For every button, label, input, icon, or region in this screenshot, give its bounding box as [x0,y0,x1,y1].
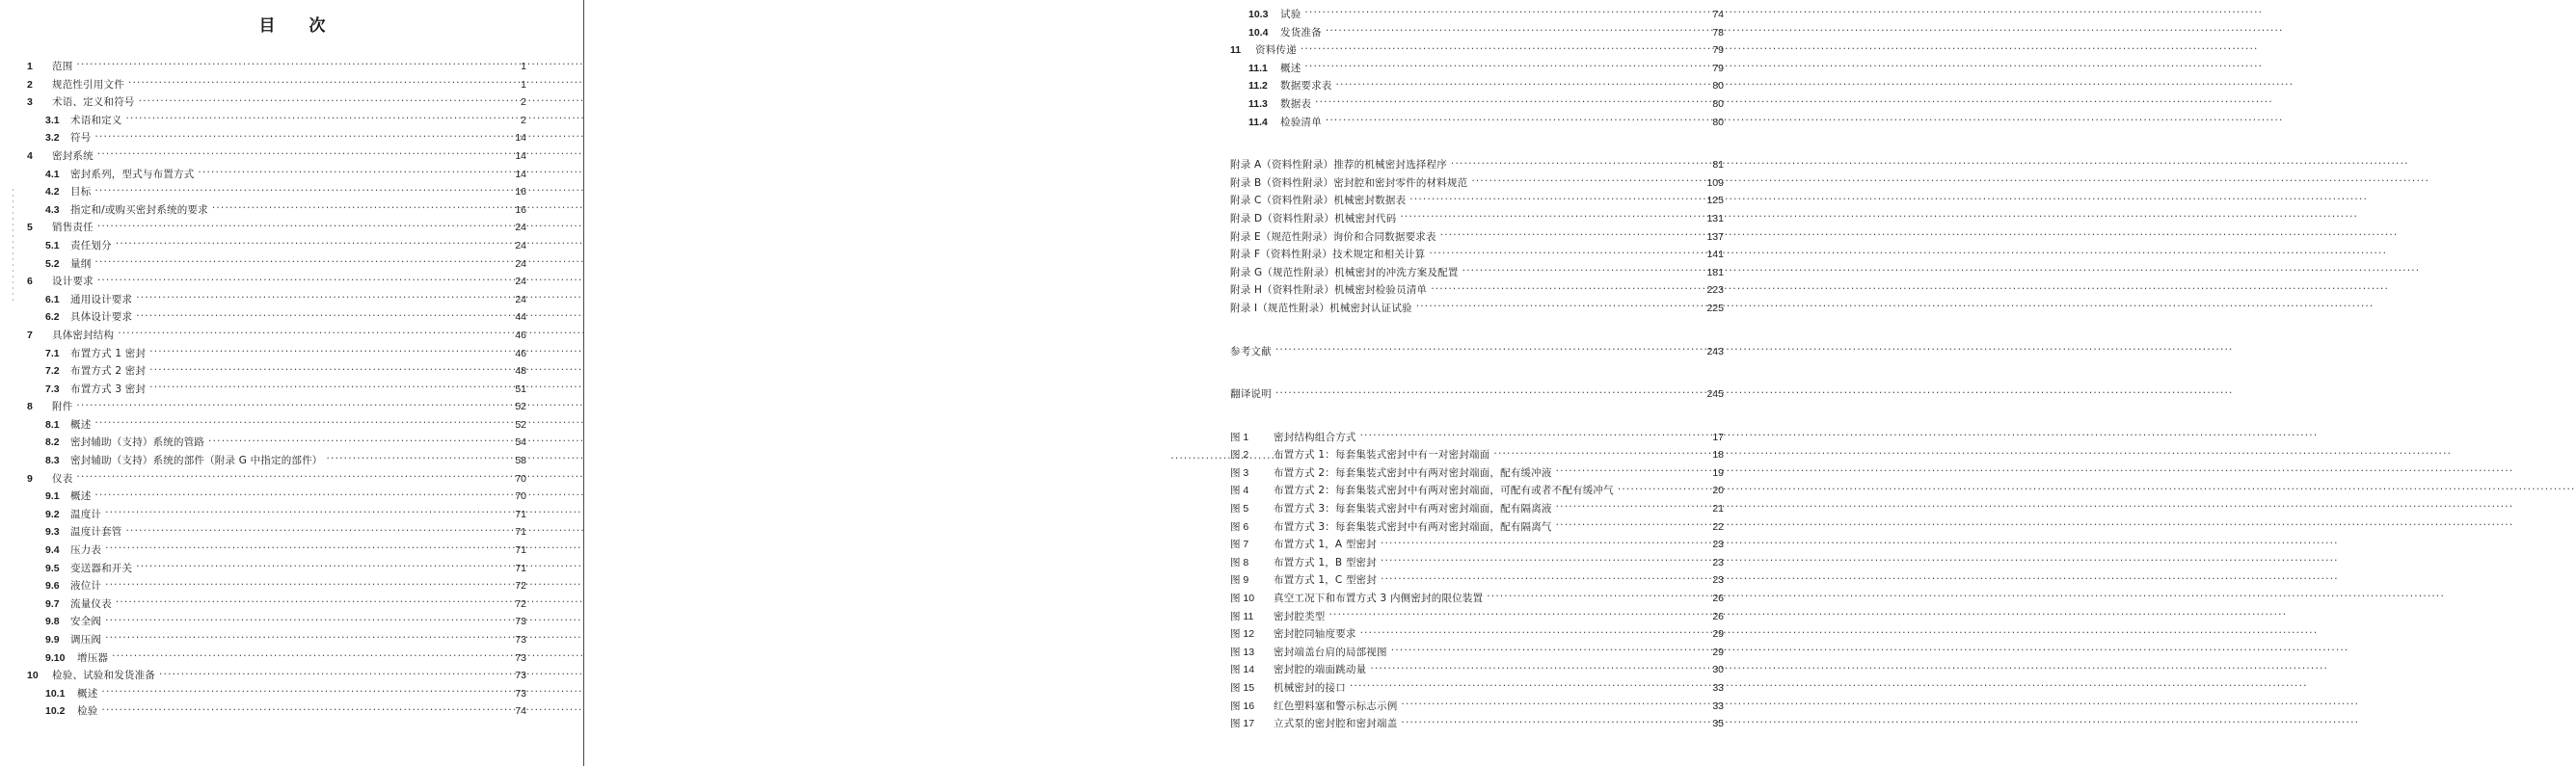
dot-leader [139,95,520,105]
toc-entry-label: 检验、试验和发货准备 [52,670,155,682]
dot-leader [94,489,513,499]
toc-entry-page-number: 52 [515,401,526,413]
toc-entry-label: 翻译说明 [1230,388,1272,401]
dot-leader [1275,387,1705,397]
toc-entry-page-number: 17 [1712,431,1724,443]
toc-entry-page-number: 73 [515,670,526,682]
toc-entry-number: 图 7 [1230,539,1249,551]
toc-entry-number: 6.2 [45,311,60,324]
toc-entry-page-number: 73 [515,616,526,628]
dot-leader [1556,466,1711,476]
dot-leader [94,185,513,195]
toc-entry-page-number: 80 [1712,80,1724,92]
toc-entry-number: 图 15 [1230,682,1255,694]
toc-entry-label: 密封腔同轴度要求 [1274,628,1356,641]
toc-entry-label: 概述 [70,418,92,431]
toc-entry-label: 密封系列，型式与布置方式 [70,168,195,180]
toc-entry-number: 图 12 [1230,628,1255,641]
dot-leader [76,60,519,69]
toc-entry-label: 液位计 [70,580,102,593]
toc-entry-number: 4.1 [45,168,60,180]
toc-entry-label: 布置方式 3：每套集装式密封中有两对密封端面，配有隔离气 [1274,520,1552,533]
toc-entry-page-number: 70 [515,490,526,503]
toc-entry-page-number: 80 [1712,97,1724,110]
dot-leader [1618,484,1710,493]
toc-entry-number: 10.2 [45,705,66,718]
toc-entry-page-number: 26 [1712,610,1724,622]
toc-entry-page-number: 223 [1706,284,1724,297]
toc-entry-page-number: 48 [515,365,526,378]
toc-entry-label: 指定和/或购买密封系统的要求 [70,203,208,216]
dot-leader [1381,556,1710,566]
dot-leader [1440,230,1705,240]
toc-entry-page-number: 71 [515,526,526,539]
toc-entry-label: 密封辅助（支持）系统的管路 [70,436,205,449]
toc-entry-number: 7 [27,329,33,341]
toc-entry-label: 布置方式 2：每套集装式密封中有两对密封端面，可配有或者不配有缓冲气 [1274,485,1614,497]
dot-leader [149,364,513,374]
toc-entry-label: 立式泵的密封腔和密封端盖 [1274,718,1398,730]
toc-entry-label: 调压阀 [70,634,102,646]
dot-leader [1471,176,1704,186]
dot-leader [1409,194,1704,203]
toc-entry-page-number: 16 [515,186,526,198]
toc-entry-label: 销售责任 [52,222,94,234]
toc-entry-label: 试验 [1280,9,1301,20]
toc-entry-page-number: 24 [515,257,526,270]
toc-entry-label: 密封腔类型 [1274,610,1326,622]
page-left [0,0,584,766]
toc-entry-label: 附件 [52,401,73,413]
toc-entry-number: 7.1 [45,347,60,359]
toc-entry-number: 11.4 [1248,116,1268,128]
dot-leader [136,293,513,303]
toc-entry-page-number: 109 [1706,176,1724,189]
toc-entry-page-number: 24 [515,239,526,251]
dot-leader [101,687,513,697]
toc-entry-page-number: 137 [1706,230,1724,243]
dot-leader [1487,592,1710,601]
toc-entry-label: 责任划分 [70,239,112,251]
toc-entry-page-number: 73 [515,634,526,646]
dot-leader [1301,43,1711,53]
toc-entry-page-number: 225 [1706,302,1724,314]
toc-entry-label: 检验清单 [1280,116,1322,128]
toc-entry-number: 9.5 [45,562,60,574]
toc-entry-label: 布置方式 2：每套集装式密封中有两对密封端面，配有缓冲液 [1274,466,1552,479]
dot-leader [1391,646,1711,655]
toc-entry-page-number: 70 [515,472,526,485]
dot-leader [136,562,513,571]
page-title: 目 次 [258,16,335,36]
toc-entry-page-number: 79 [1712,44,1724,57]
toc-entry-number: 8.1 [45,418,60,431]
toc-entry-page-number: 73 [515,651,526,664]
dot-leader [1326,116,1711,125]
toc-entry-page-number: 44 [515,311,526,324]
toc-entry-label: 范围 [52,61,73,72]
toc-entry-number: 9.7 [45,597,60,610]
toc-entry-label: 布置方式 1，B 型密封 [1274,556,1377,568]
toc-entry-number: 5 [27,222,33,234]
toc-entry-number: 9.6 [45,580,60,593]
toc-entry-page-number: 22 [1712,520,1724,533]
toc-entry-label: 数据表 [1280,97,1312,110]
toc-entry-page-number: 33 [1712,682,1724,694]
dot-leader [116,239,514,249]
toc-entry-number: 图 6 [1230,520,1249,533]
toc-backmatter-item[interactable] [1230,385,1724,404]
toc-entry-label: 增压器 [77,651,109,664]
dot-leader [1556,502,1711,512]
toc-entry-label: 检验 [77,705,98,718]
toc-entry-number: 5.2 [45,257,60,270]
dot-leader [1381,538,1710,547]
toc-entry-number: 4 [27,149,33,162]
toc-entry-number: 9.8 [45,616,60,628]
toc-entry-label: 布置方式 2 密封 [70,365,147,378]
dot-leader [1401,700,1710,709]
dot-leader [1381,573,1710,583]
toc-entry-number: 图 17 [1230,718,1255,730]
dot-leader [1429,248,1704,257]
toc-entry-label: 概述 [70,490,92,503]
dot-leader [198,168,513,177]
dot-leader [94,257,513,267]
toc-entry-label: 术语和定义 [70,114,122,126]
toc-entry-number: 8 [27,401,33,413]
toc-entry-label: 规范性引用文件 [52,78,124,91]
toc-entry-number: 图 1 [1230,431,1249,443]
toc-entry-label: 资料传递 [1255,44,1297,57]
toc-entry-label: 通用设计要求 [70,293,133,305]
toc-entry-page-number: 30 [1712,664,1724,676]
toc-entry-page-number: 1 [521,61,526,72]
toc-entry-number: 图 5 [1230,503,1249,515]
dot-leader [1326,26,1711,36]
dot-leader [1315,97,1710,107]
toc-entry-page-number: 78 [1712,26,1724,39]
toc-annex-9[interactable] [1230,300,1724,318]
toc-entry-number: 10 [27,670,39,682]
toc-entry-page-number: 2 [521,96,526,109]
toc-entry-number: 5.1 [45,239,60,251]
dot-leader [105,633,513,643]
toc-entry-page-number: 18 [1712,449,1724,462]
toc-entry-label: 符号 [70,132,92,145]
toc-entry-number: 图 10 [1230,593,1255,605]
dot-leader [1556,520,1711,530]
toc-entry-page-number: 58 [515,455,526,467]
dot-leader [1304,8,1710,17]
dot-leader [76,400,513,409]
dot-leader [159,669,513,678]
toc-entry-label: 附录 H（资料性附录）机械密封检验员清单 [1230,284,1428,297]
toc-entry-page-number: 33 [1712,700,1724,712]
toc-entry-label: 布置方式 3：每套集装式密封中有两对密封端面，配有隔离液 [1274,503,1552,515]
toc-entry-page-number: 1 [521,78,526,91]
dot-leader [101,704,513,714]
toc-entry-number: 图 8 [1230,556,1249,568]
toc-entry-page-number: 46 [515,347,526,359]
dot-leader [208,436,513,445]
toc-entry-label: 真空工况下和布置方式 3 内侧密封的限位装置 [1274,593,1484,605]
toc-figure-17[interactable] [1230,715,1724,733]
dot-leader [94,418,513,428]
toc-entry-number: 图 4 [1230,485,1249,497]
toc-entry-label: 附录 A（资料性附录）推荐的机械密封选择程序 [1230,159,1447,172]
toc-entry-label: 安全阀 [70,616,102,628]
toc-entry-number: 7.2 [45,365,60,378]
toc-entry-label: 温度计套管 [70,526,122,539]
toc-entry-number: 6.1 [45,293,60,305]
page-right [584,0,1724,766]
toc-entry-page-number: 72 [515,580,526,593]
toc-right-column [1230,6,1724,733]
dot-leader [1416,302,1705,311]
toc-entry-page-number: 79 [1712,62,1724,74]
toc-entry-page-number: 2 [521,114,526,126]
dot-leader [149,383,513,392]
toc-entry-11.4[interactable] [1230,114,1724,132]
toc-entry-label: 发货准备 [1280,26,1322,39]
toc-entry-page-number: 26 [1712,593,1724,605]
toc-entry-page-number: 24 [515,222,526,234]
toc-entry-label: 密封结构组合方式 [1274,431,1356,443]
toc-entry-label: 具体密封结构 [52,329,115,341]
dot-leader [105,579,513,589]
toc-entry-page-number: 181 [1706,266,1724,278]
toc-entry-number: 图 9 [1230,574,1249,587]
toc-entry-label: 密封端盖台肩的局部视图 [1274,646,1387,658]
dot-leader [1329,610,1711,620]
toc-entry-number: 10.1 [45,687,66,700]
dot-leader [112,651,513,661]
toc-entry-number: 10.3 [1248,9,1269,20]
toc-entry-label: 布置方式 1，A 型密封 [1274,539,1377,551]
toc-entry-page-number: 71 [515,562,526,574]
toc-entry-label: 布置方式 3 密封 [70,383,147,395]
dot-leader [116,597,514,607]
dot-leader [1431,283,1704,293]
toc-entry-page-number: 131 [1706,212,1724,225]
toc-entry-label: 目标 [70,186,92,198]
toc-entry-label: 机械密封的接口 [1274,682,1346,694]
toc-entry-number: 8.2 [45,436,60,449]
toc-entry-page-number: 141 [1706,249,1724,261]
toc-entry-page-number: 71 [515,544,526,557]
toc-entry-page-number: 29 [1712,628,1724,641]
dot-leader [1350,681,1710,691]
dot-leader [118,329,513,338]
toc-entry-page-number: 23 [1712,574,1724,587]
toc-entry-label: 附录 E（规范性附录）询价和合同数据要求表 [1230,230,1436,243]
toc-entry-label: 布置方式 1 密封 [70,347,147,359]
toc-entry-number: 3.1 [45,114,60,126]
toc-entry-number: 9.1 [45,490,60,503]
toc-entry-page-number: 24 [515,276,526,288]
toc-entry-number: 4.3 [45,203,60,216]
dot-leader [1360,627,1711,637]
dot-leader [1401,717,1710,726]
dot-leader [126,114,520,123]
toc-entry-label: 压力表 [70,544,102,557]
toc-entry-label: 数据要求表 [1280,80,1332,92]
toc-entry-label: 概述 [77,687,98,700]
toc-entry-page-number: 71 [515,508,526,520]
toc-entry-page-number: 73 [515,687,526,700]
toc-left-column [27,58,526,721]
toc-entry-number: 9.9 [45,634,60,646]
toc-entry-number: 9.4 [45,544,60,557]
toc-entry-label: 附录 G（规范性附录）机械密封的冲洗方案及配置 [1230,266,1459,278]
toc-entry-10.2[interactable] [27,702,526,721]
toc-entry-label: 附录 B（资料性附录）密封腔和密封零件的材料规范 [1230,176,1468,189]
toc-entry-number: 8.3 [45,455,60,467]
toc-entry-number: 1 [27,61,33,72]
toc-entry-label: 变送器和开关 [70,562,133,574]
toc-entry-number: 10.4 [1248,26,1269,39]
toc-entry-page-number: 20 [1712,485,1724,497]
toc-entry-number: 图 3 [1230,466,1249,479]
toc-backmatter-item[interactable] [1230,343,1724,361]
dot-leader [1493,448,1710,458]
toc-entry-number: 图 11 [1230,610,1254,622]
dot-leader [97,221,514,230]
dot-leader [128,78,519,88]
toc-entry-page-number: 23 [1712,539,1724,551]
toc-entry-number: 图 13 [1230,646,1255,658]
dot-leader [149,347,513,357]
toc-entry-number: 11.2 [1248,80,1268,92]
toc-entry-number: 9.2 [45,508,60,520]
toc-entry-number: 11 [1230,44,1242,57]
toc-entry-page-number: 23 [1712,556,1724,568]
toc-entry-label: 附录 C（资料性附录）机械密封数据表 [1230,195,1407,207]
toc-entry-page-number: 16 [515,203,526,216]
toc-entry-page-number: 74 [1712,9,1724,20]
toc-entry-number: 3.2 [45,132,60,145]
toc-entry-number: 6 [27,276,33,288]
toc-entry-page-number: 46 [515,329,526,341]
toc-entry-page-number: 245 [1706,388,1724,401]
dot-leader [1360,431,1711,440]
dot-leader [1336,79,1711,89]
toc-entry-label: 红色塑料塞和警示标志示例 [1274,700,1398,712]
toc-entry-number: 4.2 [45,186,60,198]
toc-entry-page-number: 35 [1712,718,1724,730]
toc-entry-label: 密封辅助（支持）系统的部件（附录 G 中指定的部件） [70,455,323,467]
toc-entry-label: 密封腔的端面跳动量 [1274,664,1367,676]
toc-entry-page-number: 54 [515,436,526,449]
toc-entry-number: 2 [27,78,33,91]
toc-entry-number: 11.3 [1248,97,1268,110]
toc-entry-page-number: 14 [515,168,526,180]
dot-leader [1275,345,1705,355]
dot-leader [105,615,513,624]
toc-entry-page-number: 81 [1712,159,1724,172]
toc-entry-number: 3 [27,96,33,109]
dot-leader [136,310,513,320]
dot-leader [1370,663,1710,673]
toc-entry-label: 术语、定义和符号 [52,96,135,109]
toc-entry-label: 设计要求 [52,276,94,288]
dot-leader [105,543,513,553]
toc-entry-page-number: 29 [1712,646,1724,658]
dot-leader [126,525,514,535]
toc-entry-number: 图 16 [1230,700,1255,712]
toc-entry-page-number: 19 [1712,466,1724,479]
dot-leader [1462,266,1705,276]
toc-entry-label: 仪表 [52,472,73,485]
toc-entry-number: 9.10 [45,651,66,664]
toc-entry-label: 附录 F（资料性附录）技术规定和相关计算 [1230,249,1426,261]
toc-entry-page-number: 74 [515,705,526,718]
toc-entry-label: 密封系统 [52,149,94,162]
toc-entry-number: 图 14 [1230,664,1255,676]
toc-entry-label: 流量仪表 [70,597,112,610]
toc-entry-number: 7.3 [45,383,60,395]
toc-entry-page-number: 125 [1706,195,1724,207]
toc-entry-label: 量纲 [70,257,92,270]
toc-entry-page-number: 51 [515,383,526,395]
toc-entry-number: 9 [27,472,33,485]
toc-entry-page-number: 52 [515,418,526,431]
toc-entry-label: 参考文献 [1230,345,1272,357]
dot-leader [76,472,513,482]
dot-leader [97,149,514,159]
toc-entry-page-number: 24 [515,293,526,305]
toc-entry-label: 布置方式 1，C 型密封 [1274,574,1378,587]
dot-leader [97,275,514,284]
toc-entry-label: 附录 D（资料性附录）机械密封代码 [1230,212,1397,225]
toc-entry-page-number: 14 [515,132,526,145]
toc-entry-label: 温度计 [70,508,102,520]
toc-entry-page-number: 14 [515,149,526,162]
toc-entry-label: 附录 I（规范性附录）机械密封认证试验 [1230,302,1412,314]
toc-entry-number: 11.1 [1248,62,1268,74]
dot-leader [327,454,514,463]
toc-entry-label: 具体设计要求 [70,311,133,324]
dot-leader [1304,62,1710,71]
dot-leader [94,131,513,141]
toc-entry-page-number: 243 [1706,345,1724,357]
dot-leader [1451,158,1710,168]
toc-entry-page-number: 72 [515,597,526,610]
toc-entry-label: 概述 [1280,62,1301,74]
dot-leader [105,508,513,517]
toc-entry-page-number: 80 [1712,116,1724,128]
toc-entry-label: 布置方式 1：每套集装式密封中有一对密封端面 [1274,449,1490,462]
toc-entry-number: 图 2 [1230,449,1249,462]
dot-leader [1400,212,1704,222]
dot-leader [212,203,513,213]
toc-entry-page-number: 21 [1712,503,1724,515]
toc-entry-number: 9.3 [45,526,60,539]
